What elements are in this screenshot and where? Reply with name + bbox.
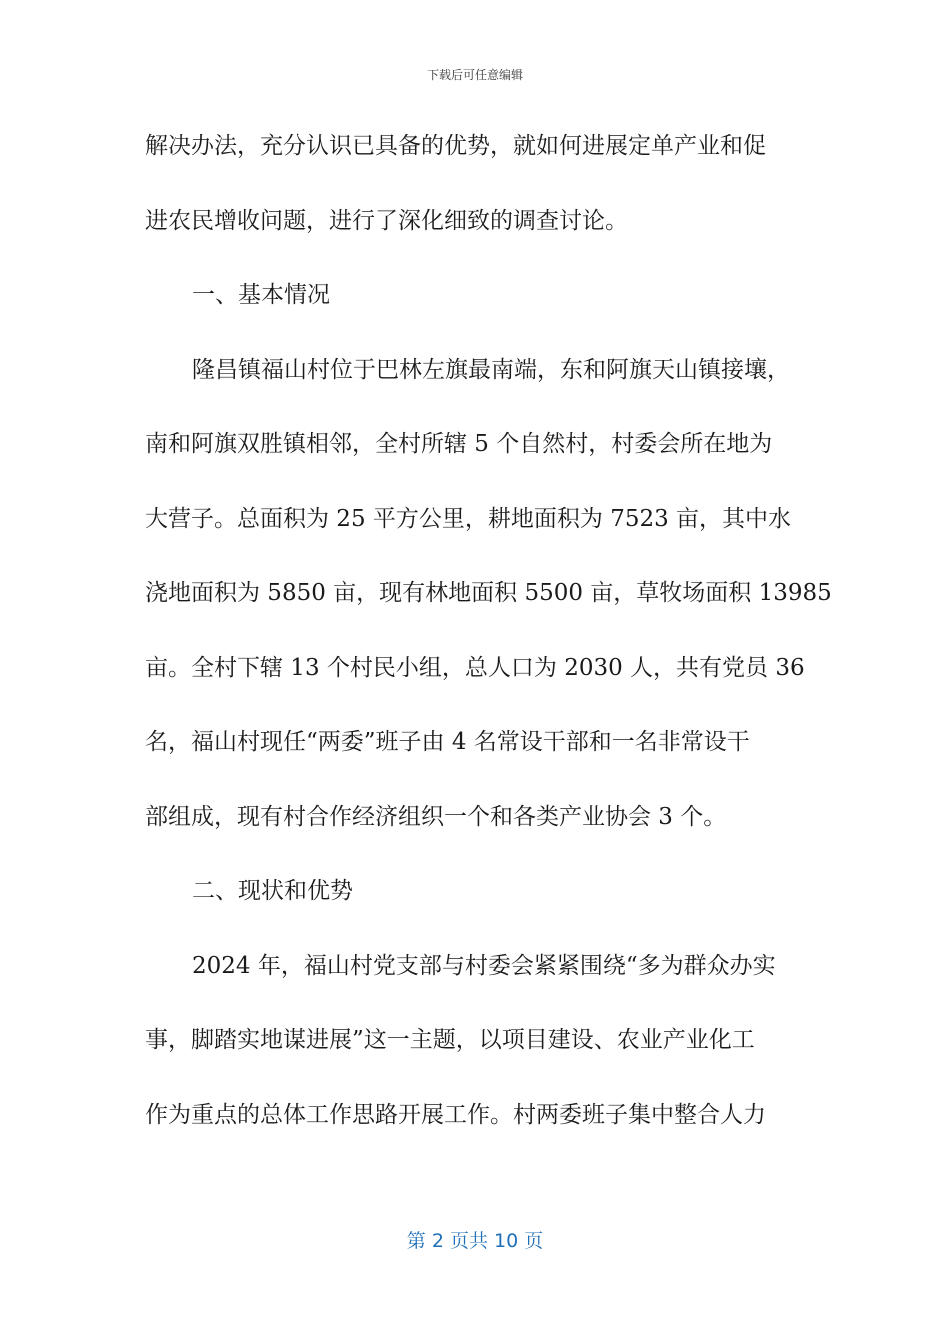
paragraph-line: 作为重点的总体工作思路开展工作。村两委班子集中整合人力 bbox=[145, 1101, 766, 1128]
paragraph-line: 名，福山村现任“两委”班子由 4 名常设干部和一名非常设干 bbox=[145, 729, 750, 755]
paragraph-line: 解决办法，充分认识已具备的优势，就如何进展定单产业和促 bbox=[145, 133, 766, 159]
page-number-footer: 第 2 页共 10 页 bbox=[406, 1230, 544, 1252]
paragraph-line: 事，脚踏实地谋进展”这一主题，以项目建设、农业产业化工 bbox=[145, 1027, 755, 1053]
paragraph-line: 南和阿旗双胜镇相邻，全村所辖 5 个自然村，村委会所在地为 bbox=[145, 431, 773, 457]
paragraph-line: 大营子。总面积为 25 平方公里，耕地面积为 7523 亩，其中水 bbox=[145, 505, 792, 532]
section-heading-basic-info: 一、基本情况 bbox=[192, 282, 330, 308]
paragraph-line: 2024 年，福山村党支部与村委会紧紧围绕“多为群众办实 bbox=[192, 952, 776, 979]
paragraph-line: 部组成，现有村合作经济组织一个和各类产业协会 3 个。 bbox=[145, 803, 727, 830]
paragraph-line: 隆昌镇福山村位于巴林左旗最南端，东和阿旗天山镇接壤， bbox=[192, 356, 790, 383]
paragraph-line: 进农民增收问题，进行了深化细致的调查讨论。 bbox=[145, 207, 628, 234]
header-note: 下载后可任意编辑 bbox=[426, 68, 523, 82]
paragraph-line: 亩。全村下辖 13 个村民小组，总人口为 2030 人，共有党员 36 bbox=[145, 654, 805, 681]
document-body bbox=[145, 124, 832, 1167]
section-heading-status: 二、现状和优势 bbox=[192, 878, 353, 904]
paragraph-line: 浇地面积为 5850 亩，现有林地面积 5500 亩，草牧场面积 13985 bbox=[145, 580, 832, 606]
